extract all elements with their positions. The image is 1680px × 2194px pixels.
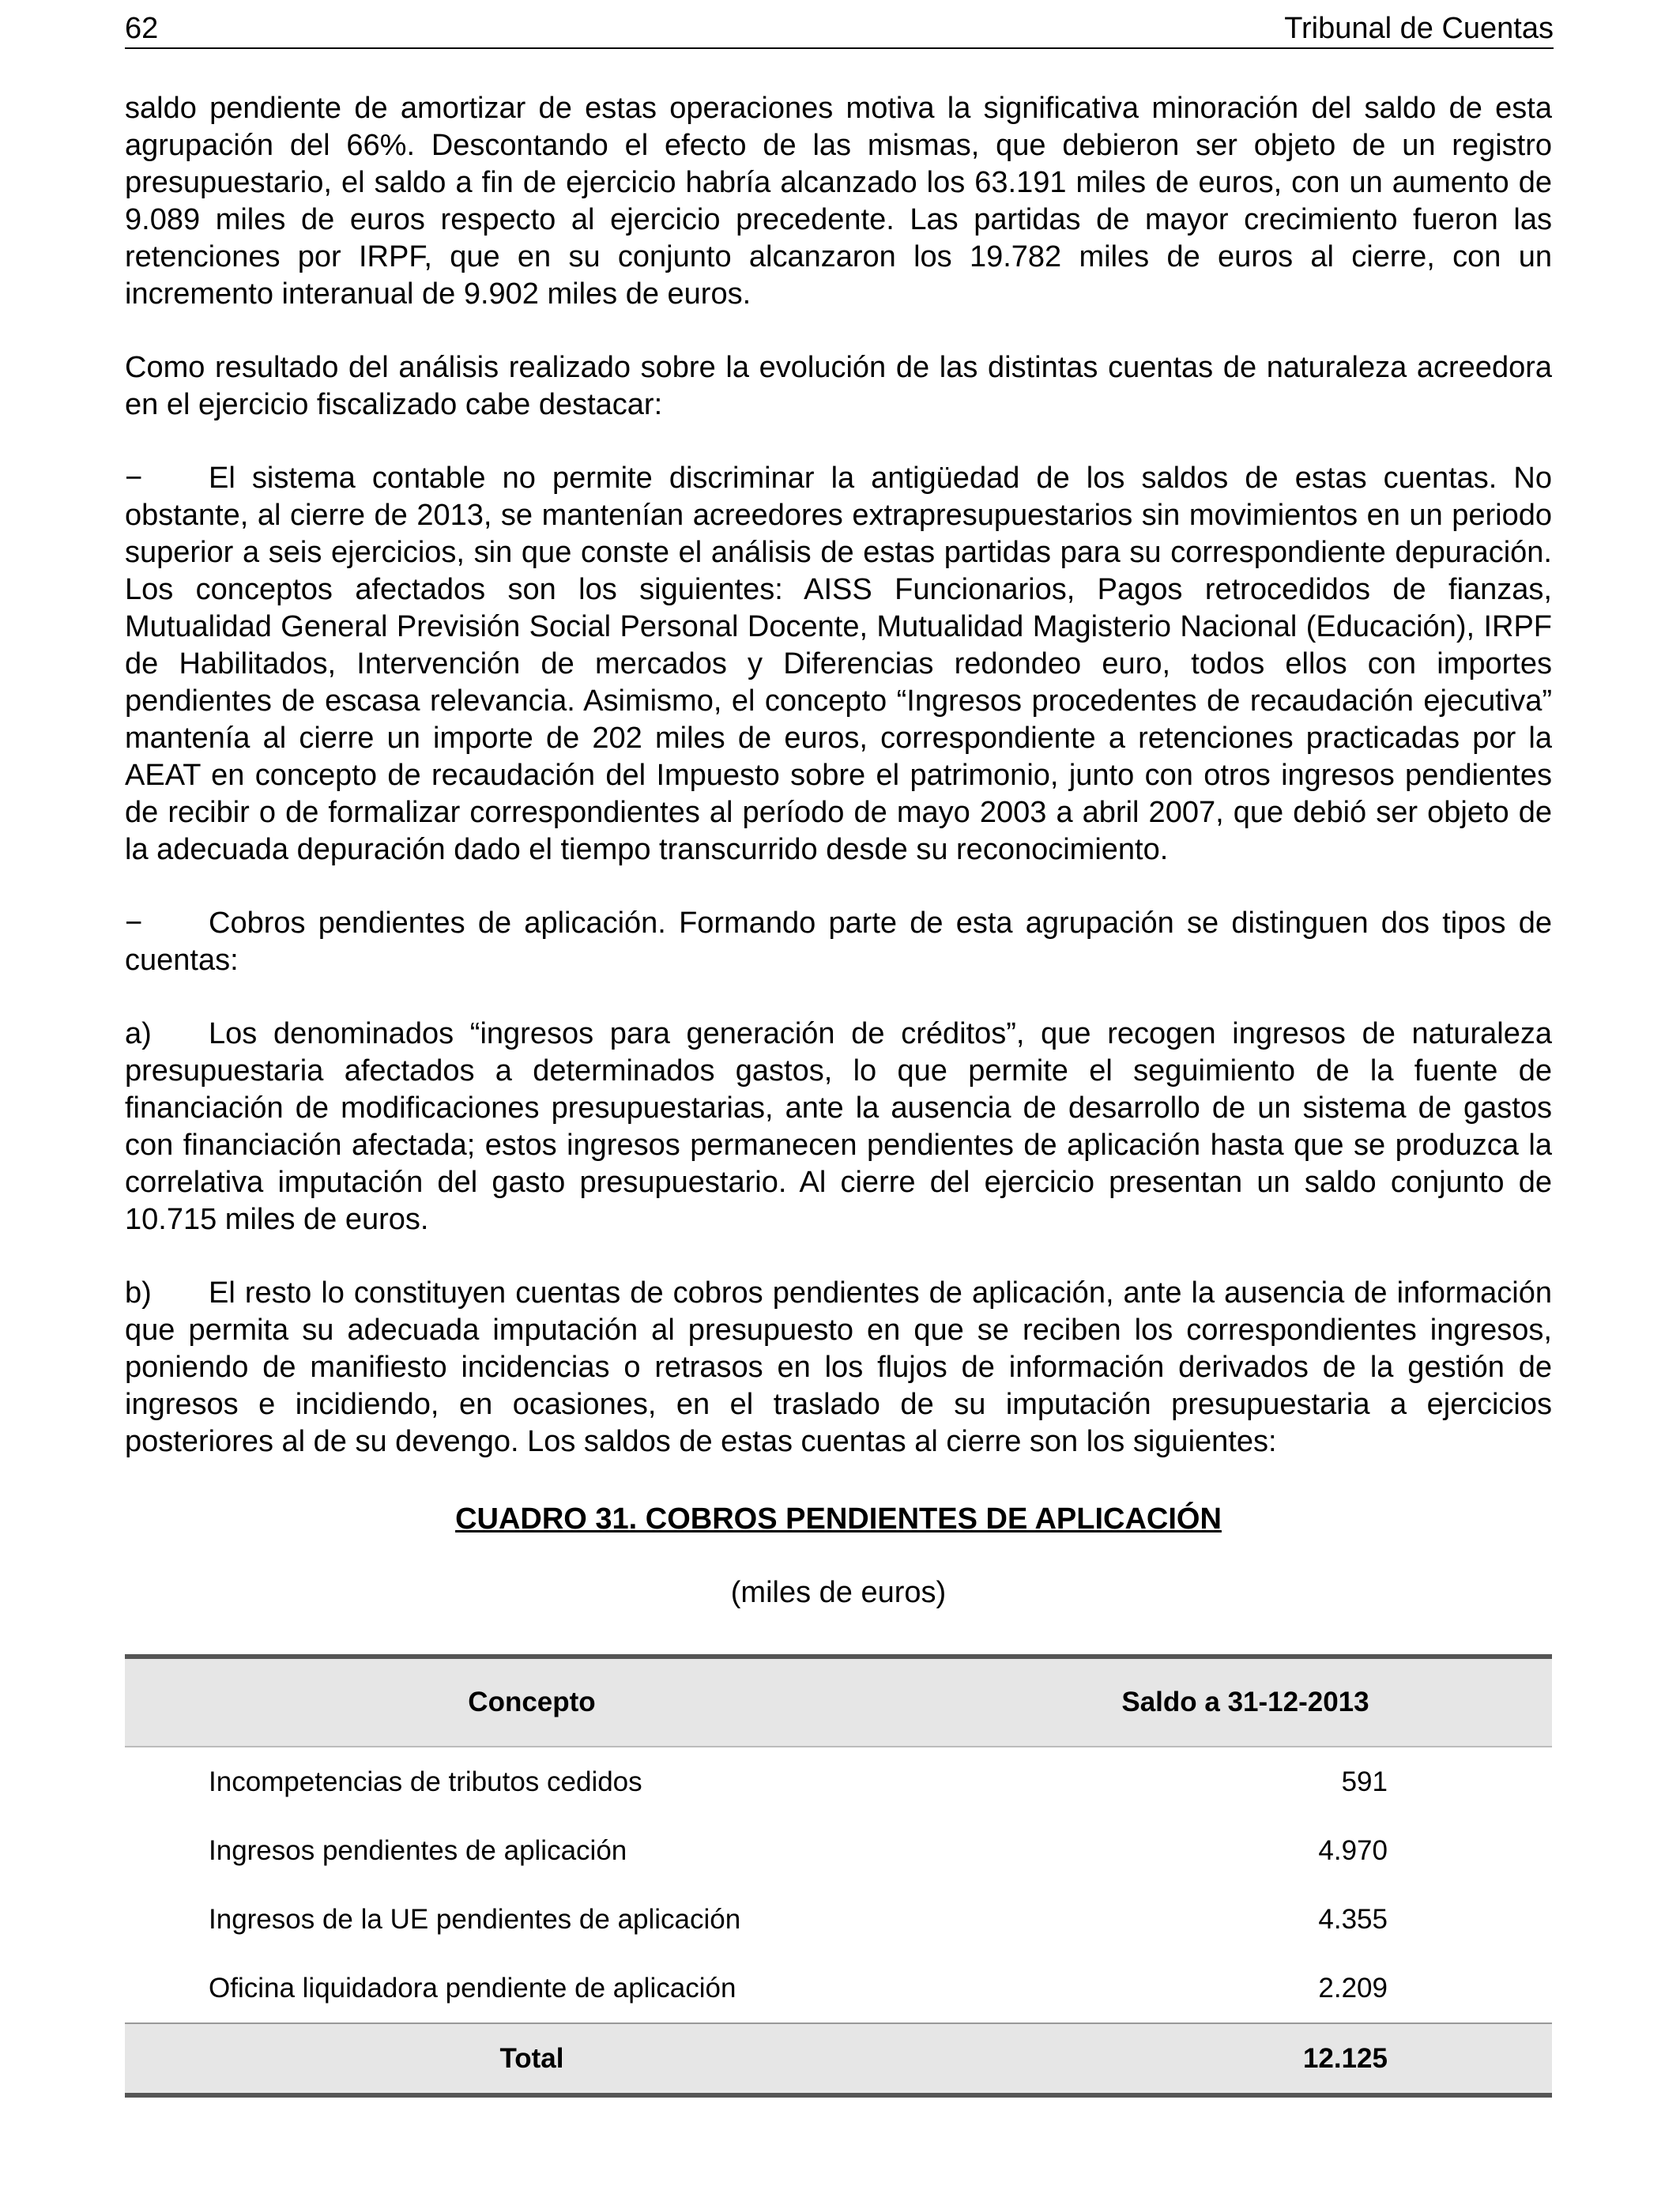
page-header [125,9,1554,49]
table-total-row [125,2023,1552,2095]
bullet-text: Cobros pendientes de aplicación. Formando parte de esta agrupación se distinguen dos tipos de cuentas: [125,907,1552,977]
total-label: Total [125,2023,939,2095]
table-units: (miles de euros) [730,1576,947,1609]
table-caption: CUADRO 31. COBROS PENDIENTES DE APLICACIÓN [455,1502,1222,1536]
row-value: 2.209 [1318,1972,1388,2004]
row-concept: Incompetencias de tributos cedidos [209,1766,642,1797]
item-text: El resto lo constituyen cuentas de cobros pendientes de aplicación, ante la ausencia de información que permita su adecuada imputación al presupuesto en que se reciben los correspondientes ingresos, poniendo de manifiesto incidencias o retrasos en los flujos de información derivados de la gestión de ingresos e incidiendo, en ocasiones, en el traslado de su imputación presupuestaria a ejercicios posteriores al de su devengo. Los saldos de estas cuentas al cierre son los siguientes: [125,1276,1552,1458]
row-concept: Ingresos pendientes de aplicación [209,1834,627,1866]
table-header-row [125,1657,1552,1747]
item-text: Los denominados “ingresos para generación de créditos”, que recogen ingresos de naturaleza presupuestaria afectados a determinados gastos, lo que permite el seguimiento de la fuente de financiación de modificaciones presupuestarias, ante la ausencia de desarrollo de un sistema de gastos con financiación afectada; estos ingresos permanecen pendientes de aplicación hasta que se produzca la correlativa imputación del gasto presupuestario. Al cierre del ejercicio presentan un saldo conjunto de 10.715 miles de euros. [125,1017,1552,1236]
row-value: 4.355 [1318,1903,1388,1935]
table-row [125,1747,1552,1816]
document-body [125,90,1552,2098]
row-value: 591 [1341,1766,1388,1797]
row-concept: Ingresos de la UE pendientes de aplicación [209,1903,741,1935]
paragraph-2: Como resultado del análisis realizado sobre la evolución de las distintas cuentas de naturaleza acreedora en el ejercicio fiscalizado cabe destacar: [125,351,1552,421]
row-value: 4.970 [1318,1834,1388,1866]
data-table [125,1654,1552,2098]
bullet-paragraph-1 [125,460,1552,869]
item-mark: b) [125,1276,152,1310]
bullet-mark: − [125,462,143,495]
item-a-paragraph [125,1016,1552,1238]
bullet-mark: − [125,907,143,940]
header-saldo: Saldo a 31-12-2013 [939,1657,1552,1747]
table-row [125,1885,1552,1954]
header-concepto: Concepto [125,1657,939,1747]
row-concept: Oficina liquidadora pendiente de aplicación [209,1972,736,2004]
bullet-paragraph-2 [125,905,1552,979]
bullet-text: El sistema contable no permite discriminar la antigüedad de los saldos de estas cuentas. No obstante, al cierre de 2013, se mantenían acreedores extrapresupuestarios sin movimientos en un periodo superior a seis ejercicios, sin que conste el análisis de estas partidas para su correspondiente depuración. Los conceptos afectados son los siguientes: AISS Funcionarios, Pagos retrocedidos de fianzas, Mutualidad General Previsión Social Personal Docente, Mutualidad Magisterio Nacional (Educación), IRPF de Habilitados, Intervención de mercados y Diferencias redondeo euro, todos ellos con importes pendientes de escasa relevancia. Asimismo, el concepto “Ingresos procedentes de recaudación ejecutiva” mantenía al cierre un importe de 202 miles de euros, correspondiente a retenciones practicadas por la AEAT en concepto de recaudación del Impuesto sobre el patrimonio, junto con otros ingresos pendientes de recibir o de formalizar correspondientes al período de mayo 2003 a abril 2007, que debió ser objeto de la adecuada depuración dado el tiempo transcurrido desde su reconocimiento. [125,462,1552,866]
table-row [125,1954,1552,2023]
header-title: Tribunal de Cuentas [1284,12,1554,45]
item-mark: a) [125,1017,152,1050]
total-value: 12.125 [939,2023,1552,2095]
paragraph-1: saldo pendiente de amortizar de estas operaciones motiva la significativa minoración del saldo de esta agrupación del 66%. Descontando el efecto de las mismas, que debieron ser objeto de un registro presupuestario, el saldo a fin de ejercicio habría alcanzado los 63.191 miles de euros, con un aumento de 9.089 miles de euros respecto al ejercicio precedente. Las partidas de mayor crecimiento fueron las retenciones por IRPF, que en su conjunto alcanzaron los 19.782 miles de euros al cierre, con un incremento interanual de 9.902 miles de euros. [125,92,1552,311]
page-number: 62 [125,12,159,45]
table-row [125,1816,1552,1885]
item-b-paragraph [125,1275,1552,1461]
